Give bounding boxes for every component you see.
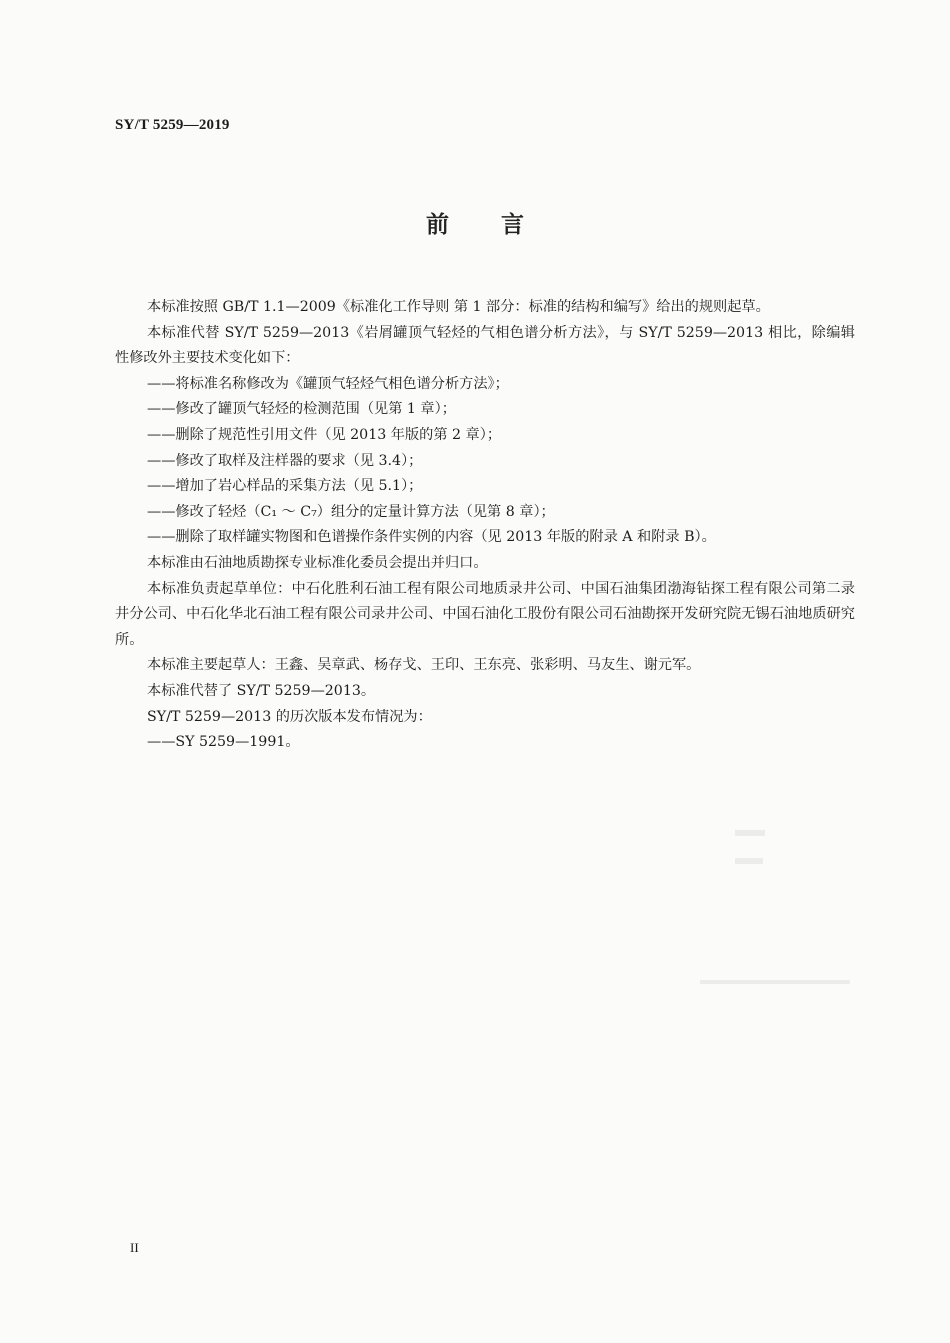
- paragraph-drafting-units: 本标准负责起草单位：中石化胜利石油工程有限公司地质录井公司、中国石油集团渤海钻探工程有限公司第二录井分公司、中石化华北石油工程有限公司录井公司、中国石油化工股份有限公司石油勘探开发研究院无锡石油地质研究所。: [115, 580, 855, 648]
- page-title: 前言: [426, 212, 576, 238]
- change-item: ——删除了取样罐实物图和色谱操作条件实例的内容（见 2013 年版的附录 A 和附录 B）。: [147, 529, 716, 546]
- change-item: ——将标准名称修改为《罐顶气轻烃气相色谱分析方法》；: [147, 375, 509, 392]
- change-item: ——修改了取样及注样器的要求（见 3.4）；: [147, 452, 423, 469]
- change-item: ——增加了岩心样品的采集方法（见 5.1）；: [147, 478, 423, 495]
- show-through-mark: [735, 830, 765, 836]
- paragraph-committee: 本标准由石油地质勘探专业标准化委员会提出并归口。: [147, 554, 488, 571]
- change-item: ——修改了罐顶气轻烃的检测范围（见第 1 章）；: [147, 401, 456, 418]
- page-number: II: [130, 1240, 139, 1255]
- show-through-mark: [700, 980, 850, 984]
- change-item: ——删除了规范性引用文件（见 2013 年版的第 2 章）；: [147, 426, 502, 443]
- paragraph-history-item: ——SY 5259—1991。: [147, 734, 300, 751]
- show-through-mark: [735, 858, 763, 864]
- change-item: ——修改了轻烃（C₁ ～ C₇）组分的定量计算方法（见第 8 章）；: [147, 503, 555, 520]
- foreword-body: [115, 295, 855, 756]
- paragraph-drafting-rules: 本标准按照 GB/T 1.1—2009《标准化工作导则 第 1 部分：标准的结构和编写》给出的规则起草。: [147, 299, 770, 315]
- paragraph-replaces: 本标准代替了 SY/T 5259—2013。: [147, 682, 376, 699]
- paragraph-history-intro: SY/T 5259—2013 的历次版本发布情况为：: [147, 708, 432, 725]
- standard-code: SY/T 5259—2019: [115, 117, 230, 133]
- paragraph-replacement: 本标准代替 SY/T 5259—2013《岩屑罐顶气轻烃的气相色谱分析方法》，与 SY/T 5259—2013 相比，除编辑性修改外主要技术变化如下：: [115, 324, 855, 367]
- paragraph-drafters: 本标准主要起草人：王鑫、吴章武、杨存戈、王印、王东亮、张彩明、马友生、谢元军。: [147, 657, 701, 674]
